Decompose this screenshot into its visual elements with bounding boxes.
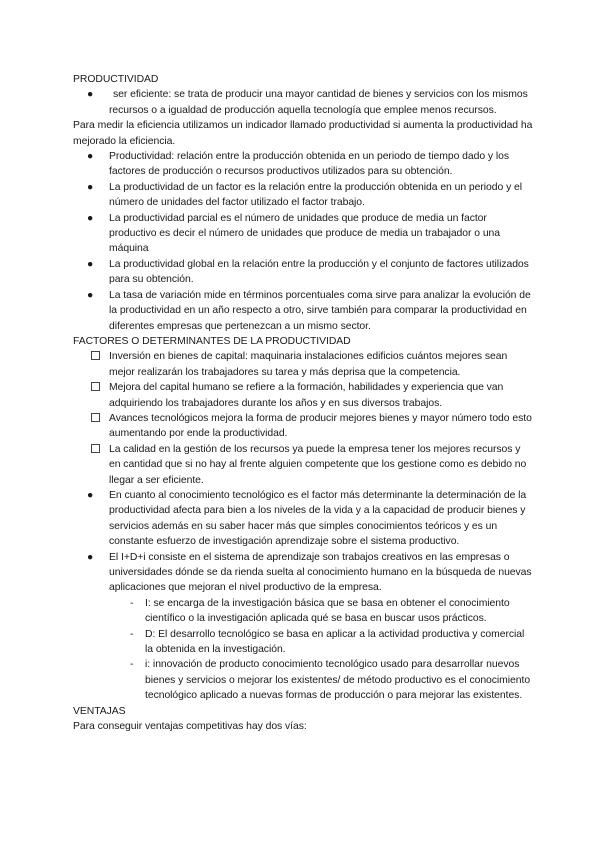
bullet-icon: ● bbox=[87, 289, 94, 301]
checkbox[interactable] bbox=[91, 413, 100, 422]
checklist-item bbox=[73, 442, 533, 488]
bullet-icon: ● bbox=[87, 212, 94, 224]
list-item-text: Productividad: relación entre la producción obtenida en un periodo de tiempo dado y los factores de producción o recursos productivos utilizados para su obtención. bbox=[109, 151, 509, 178]
list-item bbox=[73, 149, 533, 180]
checklist-item-text: Mejora del capital humano se refiere a la formación, habilidades y experiencia que van adquiriendo los trabajadores durante los años y en sus diversos trabajos. bbox=[109, 382, 504, 409]
bullet-icon: ● bbox=[87, 258, 94, 270]
paragraph-eficiencia: Para medir la eficiencia utilizamos un indicador llamado productividad si aumenta la productividad ha mejorado la eficiencia. bbox=[73, 120, 533, 147]
checkbox-list-factores bbox=[73, 349, 533, 488]
bullet-icon: ● bbox=[87, 489, 94, 501]
sub-list-item bbox=[73, 627, 533, 658]
list-item bbox=[73, 180, 533, 211]
heading-factores: FACTORES O DETERMINANTES DE LA PRODUCTIVIDAD bbox=[73, 335, 351, 347]
dash-icon: - bbox=[130, 659, 134, 671]
heading-productividad: PRODUCTIVIDAD bbox=[73, 74, 159, 85]
list-item bbox=[73, 488, 533, 550]
sub-list-item bbox=[73, 657, 533, 703]
list-item-text: ser eficiente: se trata de producir una mayor cantidad de bienes y servicios con los mismos recursos o a igualdad de producción aquella tecnología que emplee menos recursos. bbox=[109, 89, 528, 116]
list-item-text: La productividad parcial es el número de unidades que produce de media un factor productivo es decir el número de unidades que produce de media un trabajador o una máquina bbox=[109, 212, 501, 255]
list-item-text: La tasa de variación mide en términos porcentuales coma sirve para analizar la evolución de la productividad en un año respecto a otro, sirve también para comparar la productividad en diferentes empresas que pertenezcan a un mismo sector. bbox=[109, 289, 531, 332]
checklist-item bbox=[73, 411, 533, 442]
list-item bbox=[73, 257, 533, 288]
checkbox[interactable] bbox=[91, 382, 100, 391]
list-item bbox=[73, 87, 533, 118]
sub-list-item-text: I: se encarga de la investigación básica que se basa en obtener el conocimiento científico o la investigación aplicada qué se basa en buscar usos prácticos. bbox=[145, 597, 510, 625]
list-item-text: La productividad de un factor es la relación entre la producción obtenida en un periodo y el número de unidades del factor utilizado el factor trabajo. bbox=[109, 181, 523, 209]
list-item-text: La productividad global en la relación entre la producción y el conjunto de factores utilizados para su obtención. bbox=[109, 258, 529, 286]
bullet-icon: ● bbox=[87, 181, 94, 193]
checklist-item-text: Avances tecnológicos mejora la forma de producir mejores bienes y mayor número todo esto aumentando por ende la productividad. bbox=[109, 412, 532, 440]
paragraph-ventajas: Para conseguir ventajas competitivas hay dos vías: bbox=[73, 721, 307, 733]
bullet-icon: ● bbox=[87, 89, 94, 101]
bullet-list-productividad bbox=[73, 87, 533, 118]
dash-icon: - bbox=[130, 628, 134, 640]
bullet-list-definiciones bbox=[73, 149, 533, 334]
heading-ventajas: VENTAJAS bbox=[73, 705, 126, 717]
checklist-item bbox=[73, 349, 533, 380]
list-item bbox=[73, 288, 533, 334]
checkbox[interactable] bbox=[91, 444, 100, 453]
list-item-text: En cuanto al conocimiento tecnológico es el factor más determinante la determinación de la productividad afecta para bien a los niveles de la vida y a la capacidad de producir bienes y servicios además en su saber hacer más que simples conocimientos teóricos y es un constante esfuerzo de investigación aprendizaje sobre el sistema productivo. bbox=[109, 489, 527, 548]
bullet-icon: ● bbox=[87, 551, 94, 563]
checklist-item bbox=[73, 380, 533, 411]
sub-list-item bbox=[73, 596, 533, 627]
bullet-list-conocimiento bbox=[73, 488, 533, 596]
sub-list-item-text: i: innovación de producto conocimiento tecnológico usado para desarrollar nuevos bienes y servicios o mejorar los existentes/ de método productivo es el conocimiento tecnológico aplicado a nuevas formas de producción o para mejorar las existentes. bbox=[145, 659, 531, 702]
list-item bbox=[73, 550, 533, 596]
list-item-text: El I+D+i consiste en el sistema de aprendizaje son trabajos creativos en las empresas o universidades dónde se da rienda suelta al conocimiento humano en la búsqueda de nuevas aplicaciones que mejoran el nivel productivo de la empresa. bbox=[109, 551, 532, 594]
sub-list-item-text: D: El desarrollo tecnológico se basa en aplicar a la actividad productiva y comercial la obtenida en la investigación. bbox=[145, 628, 525, 656]
dash-list-idi bbox=[73, 596, 533, 704]
list-item bbox=[73, 211, 533, 257]
checklist-item-text: Inversión en bienes de capital: maquinaria instalaciones edificios cuántos mejores sean mejor realizarán los trabajadores su tarea y más deprisa que la competencia. bbox=[109, 351, 508, 378]
checklist-item-text: La calidad en la gestión de los recursos ya puede la empresa tener los mejores recursos y en cantidad que si no hay al frente alguien competente que los gestione como es debido no llegar a ser eficiente. bbox=[109, 443, 527, 486]
document-body bbox=[73, 72, 533, 734]
dash-icon: - bbox=[130, 597, 134, 609]
bullet-icon: ● bbox=[87, 151, 94, 163]
checkbox[interactable] bbox=[91, 351, 100, 360]
